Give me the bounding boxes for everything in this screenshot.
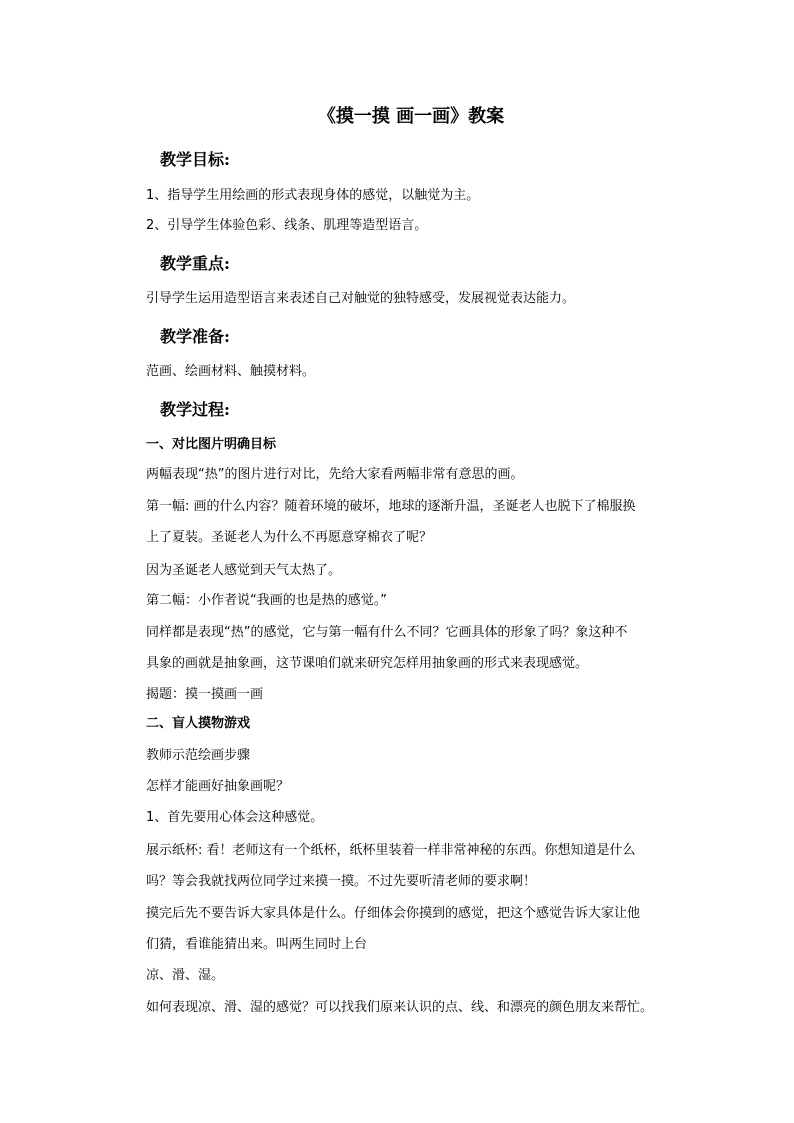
process-part1-line-3: 上了夏装。圣诞老人为什么不再愿意穿棉衣了呢？ <box>146 530 433 545</box>
process-part1-line-7: 具象的画就是抽象画，这节课咱们就来研究怎样用抽象画的形式来表现感觉。 <box>146 656 589 671</box>
process-part1-title: 一、对比图片明确目标 <box>146 437 277 452</box>
process-part1-line-2: 第一幅: 画的什么内容？随着环境的破坏，地球的逐渐升温，圣诞老人也脱下了棉服换 <box>146 499 636 514</box>
heading-objectives: 教学目标: <box>160 150 230 169</box>
page-title: 《摸一摸 画一画》教案 <box>317 106 505 127</box>
objective-line-1: 1、指导学生用绘画的形式表现身体的感觉，以触觉为主。 <box>146 188 480 203</box>
prep-line-1: 范画、绘画材料、触摸材料。 <box>146 364 316 379</box>
heading-focus: 教学重点: <box>160 254 230 273</box>
objective-line-2: 2、引导学生体验色彩、线条、肌理等造型语言。 <box>146 218 428 233</box>
process-part2-line-6: 摸完后先不要告诉大家具体是什么。仔细体会你摸到的感觉，把这个感觉告诉大家让他 <box>146 906 641 921</box>
process-part2-line-7: 们猜，看谁能猜出来。叫两生同时上台 <box>146 937 368 952</box>
process-part2-line-9: 如何表现凉、滑、湿的感觉？可以找我们原来认识的点、线、和漂亮的颜色朋友来帮忙。 <box>146 1000 654 1015</box>
heading-process: 教学过程: <box>160 400 230 419</box>
process-part2-line-2: 怎样才能画好抽象画呢？ <box>146 779 290 794</box>
focus-line-1: 引导学生运用造型语言来表述自己对触觉的独特感受，发展视觉表达能力。 <box>146 291 576 306</box>
process-part2-line-8: 凉、滑、湿。 <box>146 968 225 983</box>
process-part2-line-5: 吗？等会我就找两位同学过来摸一摸。不过先要听清老师的要求啊！ <box>146 874 537 889</box>
process-part2-title: 二、盲人摸物游戏 <box>146 716 251 731</box>
process-part1-line-1: 两幅表现“热”的图片进行对比，先给大家看两幅非常有意思的画。 <box>146 467 524 482</box>
process-part1-line-6: 同样都是表现“热”的感觉，它与第一幅有什么不同？它画具体的形象了吗？象这种不 <box>146 625 628 640</box>
process-part2-line-1: 教师示范绘画步骤 <box>146 748 251 763</box>
process-part1-line-4: 因为圣诞老人感觉到天气太热了。 <box>146 563 342 578</box>
heading-prep: 教学准备: <box>160 327 230 346</box>
process-part2-line-3: 1、首先要用心体会这种感觉。 <box>146 810 324 825</box>
process-part2-line-4: 展示纸杯: 看！老师这有一个纸杯，纸杯里装着一样非常神秘的东西。你想知道是什么 <box>146 843 636 858</box>
process-part1-line-8: 揭题：摸一摸画一画 <box>146 687 264 702</box>
process-part1-line-5: 第二幅：小作者说“我画的也是热的感觉。” <box>146 593 387 608</box>
